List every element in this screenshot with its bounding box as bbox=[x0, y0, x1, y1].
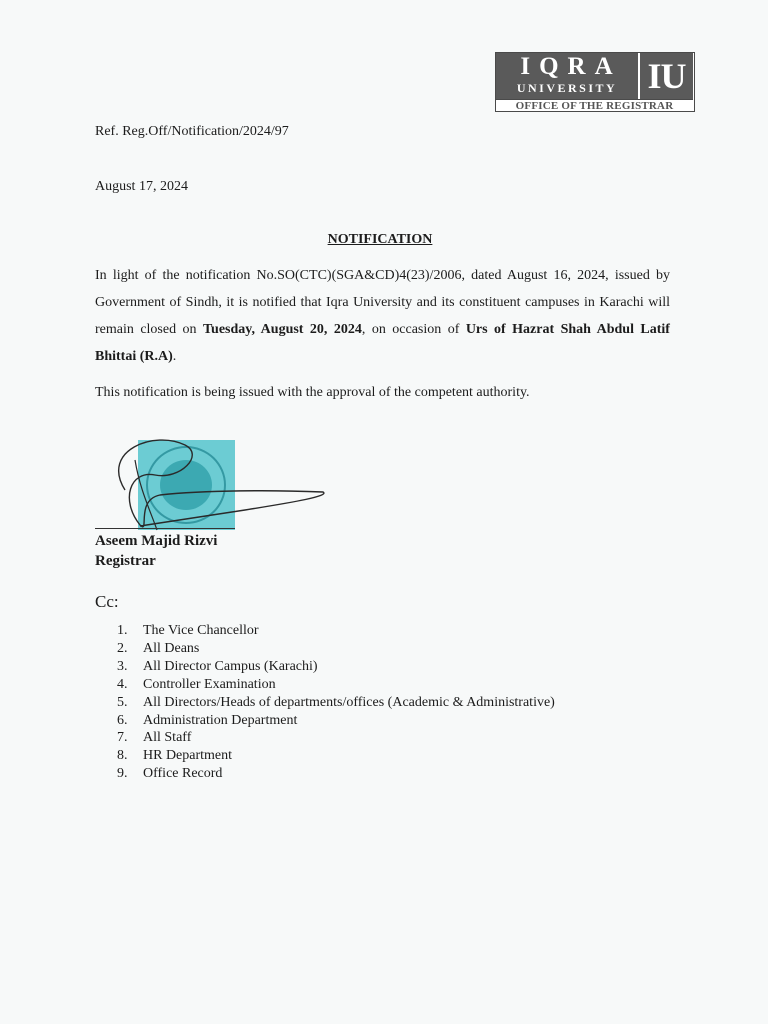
logo-name: IQRA bbox=[520, 53, 622, 80]
notification-body bbox=[95, 262, 670, 370]
closure-date: Tuesday, August 20, 2024 bbox=[202, 322, 362, 337]
list-text: All Staff bbox=[143, 730, 192, 746]
cc-label: Cc: bbox=[95, 592, 119, 611]
list-number: 7. bbox=[117, 730, 128, 746]
signatory-role: Registrar bbox=[95, 553, 156, 569]
list-item bbox=[117, 712, 555, 730]
list-item bbox=[117, 676, 555, 694]
list-number: 9. bbox=[117, 766, 128, 782]
list-number: 2. bbox=[117, 640, 128, 656]
list-item bbox=[117, 622, 555, 640]
list-text: All Director Campus (Karachi) bbox=[143, 658, 318, 674]
list-item bbox=[117, 640, 555, 658]
issue-date: August 17, 2024 bbox=[95, 179, 188, 194]
document-title: NOTIFICATION bbox=[327, 232, 433, 247]
list-text: The Vice Chancellor bbox=[143, 623, 259, 638]
list-number: 8. bbox=[117, 748, 128, 764]
list-number: 6. bbox=[117, 712, 128, 728]
logo-subtitle: UNIVERSITY bbox=[516, 81, 618, 95]
logo-office: OFFICE OF THE REGISTRAR bbox=[496, 99, 693, 112]
list-text: Office Record bbox=[143, 766, 223, 782]
list-item bbox=[117, 765, 555, 783]
list-text: Controller Examination bbox=[143, 676, 276, 692]
list-text: Administration Department bbox=[143, 712, 298, 728]
signature bbox=[95, 430, 335, 540]
list-number: 3. bbox=[117, 658, 128, 674]
logo-mark: IU bbox=[638, 53, 693, 99]
reference-number: Ref. Reg.Off/Notification/2024/97 bbox=[95, 124, 289, 139]
list-text: All Deans bbox=[143, 640, 200, 656]
list-text: All Directors/Heads of departments/offices (Academic & Administrative) bbox=[143, 694, 555, 710]
list-item bbox=[117, 658, 555, 676]
signature-line bbox=[95, 528, 235, 529]
list-item bbox=[117, 694, 555, 712]
list-number: 5. bbox=[117, 694, 128, 710]
list-text: HR Department bbox=[143, 748, 233, 764]
list-number: 1. bbox=[117, 623, 128, 638]
university-logo bbox=[495, 52, 695, 112]
approval-statement: This notification is being issued with the approval of the competent authority. bbox=[95, 385, 530, 400]
logo-wordmark bbox=[496, 53, 638, 99]
body-text-2: , on occasion of bbox=[361, 322, 466, 337]
occasion: Urs of Hazrat Shah Abdul Latif Bhittai (R.A) bbox=[95, 322, 670, 364]
body-text-1: In light of the notification No.SO(CTC)(SGA&CD)4(23)/2006, dated August 16, 2024, issued by Government of Sindh, it is notified that Iqra University and its constituent campuses in Karachi will remain closed on bbox=[95, 268, 670, 337]
signatory-name: Aseem Majid Rizvi bbox=[95, 533, 218, 549]
cc-list bbox=[117, 622, 555, 783]
list-item bbox=[117, 729, 555, 747]
body-text-3: . bbox=[172, 349, 177, 364]
list-number: 4. bbox=[117, 676, 128, 692]
list-item bbox=[117, 747, 555, 765]
